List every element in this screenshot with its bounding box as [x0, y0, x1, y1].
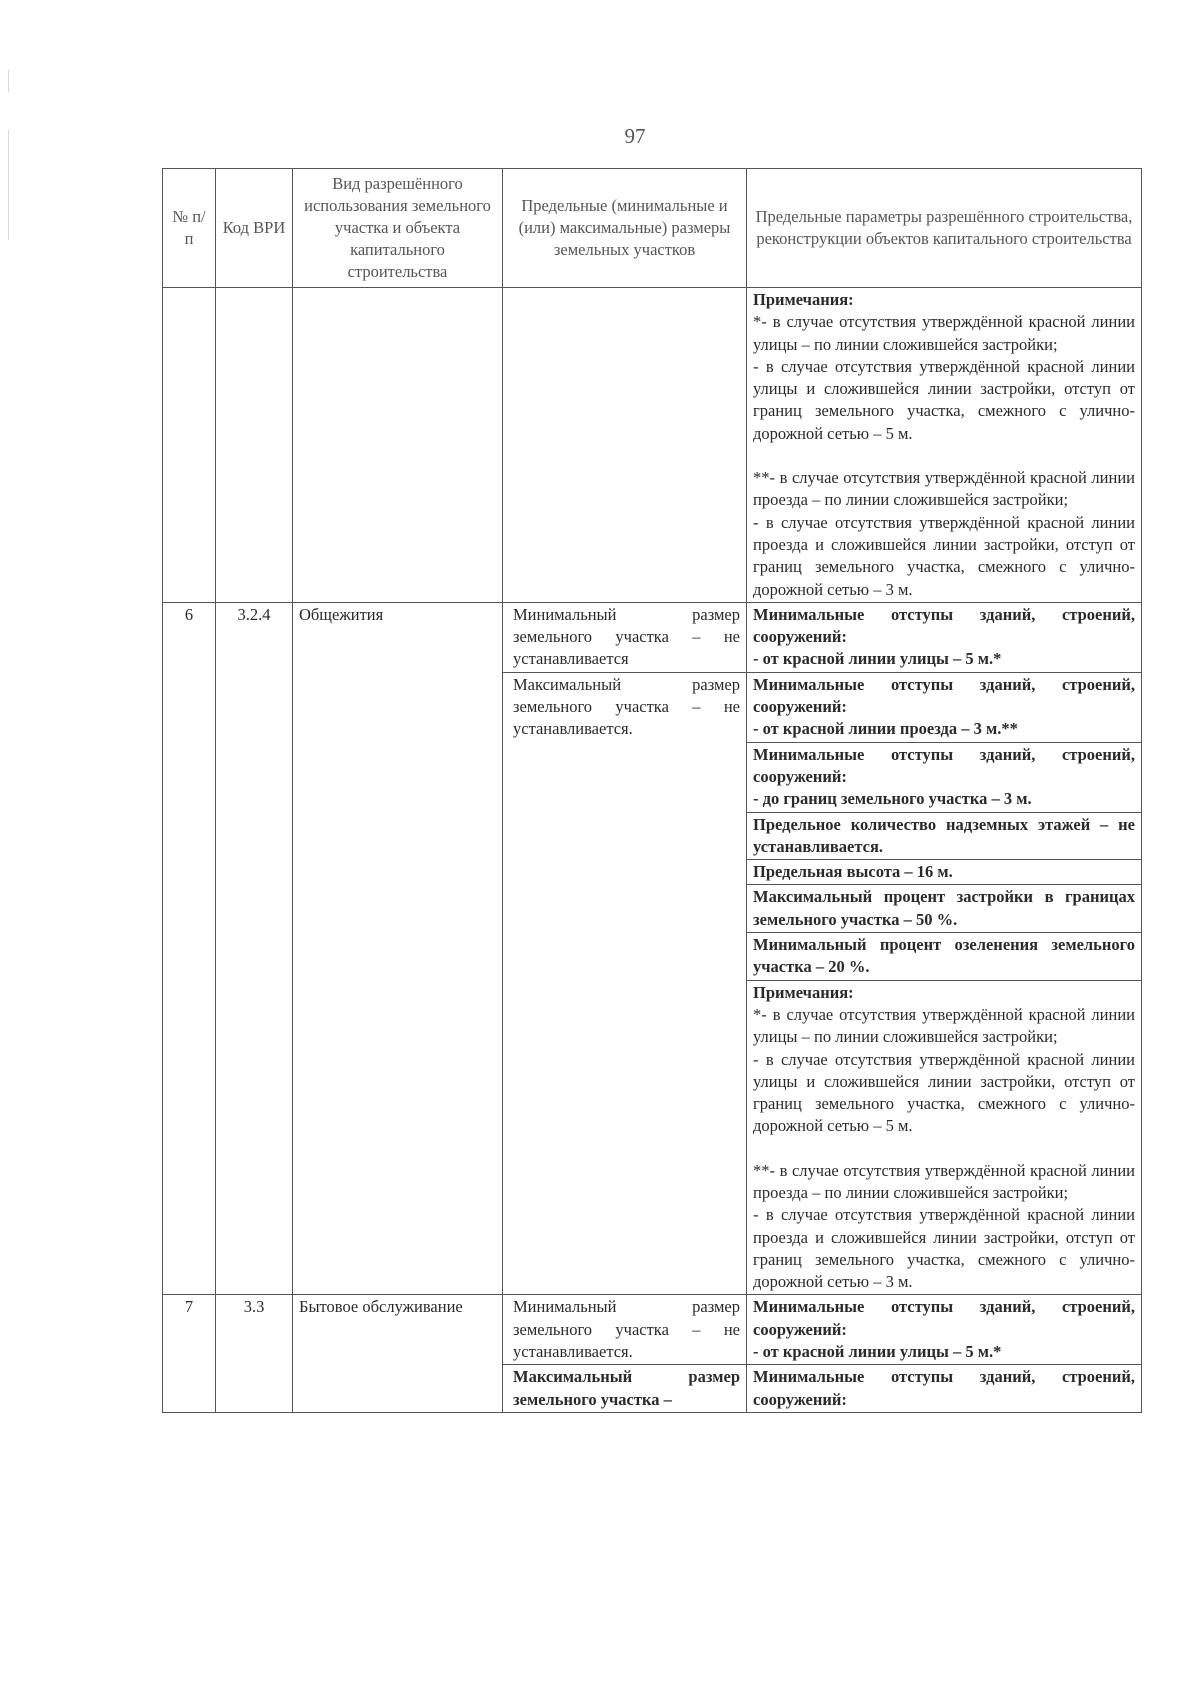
row7-plot-max: Максимальный размер земельного участка –	[503, 1365, 747, 1413]
row6-plot-min: Минимальный размер земельного участка – не устанавливается	[503, 602, 747, 672]
header-code: Код ВРИ	[216, 169, 293, 288]
row7-param-2: Минимальные отступы зданий, строений, сооружений:	[747, 1365, 1142, 1413]
row6-num: 6	[163, 602, 216, 1295]
row6-code: 3.2.4	[216, 602, 293, 1295]
cell-code	[216, 288, 293, 603]
header-params: Предельные параметры разрешённого строительства, реконструкции объектов капитального строительства	[747, 169, 1142, 288]
row6-plot-max: Максимальный размер земельного участка – не устанавливается.	[503, 672, 747, 1295]
scan-edge-mark	[8, 70, 9, 92]
row6-param-2: Минимальные отступы зданий, строений, сооружений: - от красной линии проезда – 3 м.**	[747, 672, 1142, 742]
cell-notes	[747, 288, 1142, 603]
row6-param-1: Минимальные отступы зданий, строений, сооружений: - от красной линии улицы – 5 м.*	[747, 602, 1142, 672]
cell-plot	[503, 288, 747, 603]
header-num: № п/п	[163, 169, 216, 288]
row7-plot-min: Минимальный размер земельного участка – не устанавливается.	[503, 1295, 747, 1365]
row7-param-1: Минимальные отступы зданий, строений, сооружений: - от красной линии улицы – 5 м.*	[747, 1295, 1142, 1365]
row6-param-6: Максимальный процент застройки в границах земельного участка – 50 %.	[747, 885, 1142, 933]
note-star1-b: - в случае отсутствия утверждённой красной линии улицы и сложившейся линии застройки, отступ от границ земельного участка, смежного с улично-дорожной сетью – 5 м.	[753, 356, 1135, 443]
page-number: 97	[624, 124, 646, 148]
row6-param-4: Предельное количество надземных этажей – не устанавливается.	[747, 812, 1142, 860]
table-row-6	[163, 602, 1142, 672]
row6-param-7: Минимальный процент озеленения земельного участка – 20 %.	[747, 933, 1142, 981]
note-star2-b: - в случае отсутствия утверждённой красной линии проезда и сложившейся линии застройки, отступ от границ земельного участка, смежного с улично-дорожной сетью – 3 м.	[753, 512, 1135, 599]
cell-kind	[293, 288, 503, 603]
row6-kind: Общежития	[293, 602, 503, 1295]
note-star1-a: *- в случае отсутствия утверждённой красной линии улицы – по линии сложившейся застройки;	[753, 312, 1135, 354]
note-star2-a: **- в случае отсутствия утверждённой красной линии проезда – по линии сложившейся застройки;	[753, 468, 1135, 510]
table-header-row	[163, 169, 1142, 288]
notes-title: Примечания:	[753, 290, 854, 309]
cell-num	[163, 288, 216, 603]
header-kind: Вид разрешённого использования земельного участка и объекта капитального строительства	[293, 169, 503, 288]
row7-kind: Бытовое обслуживание	[293, 1295, 503, 1412]
table-row-7	[163, 1295, 1142, 1365]
row7-code: 3.3	[216, 1295, 293, 1412]
row6-param-3: Минимальные отступы зданий, строений, сооружений: - до границ земельного участка – 3 м.	[747, 742, 1142, 812]
row6-notes: Примечания: *- в случае отсутствия утверждённой красной линии улицы – по линии сложившейся застройки; - в случае отсутствия утверждённой красной линии улицы и сложившейся линии застройки, отступ от границ земельного участка, смежного с улично-дорожной сетью – 5 м. **- в случае отсутствия утверждённой красной линии проезда – по линии сложившейся застройки; - в случае отсутствия утверждённой красной линии проезда и сложившейся линии застройки, отступ от границ земельного участка, смежного с улично-дорожной сетью – 3 м.	[747, 980, 1142, 1295]
table-row-continuation	[163, 288, 1142, 603]
header-plot-size: Предельные (минимальные и (или) максимальные) размеры земельных участков	[503, 169, 747, 288]
row7-num: 7	[163, 1295, 216, 1412]
zoning-regulations-table	[162, 168, 1142, 1413]
row6-param-5: Предельная высота – 16 м.	[747, 860, 1142, 885]
